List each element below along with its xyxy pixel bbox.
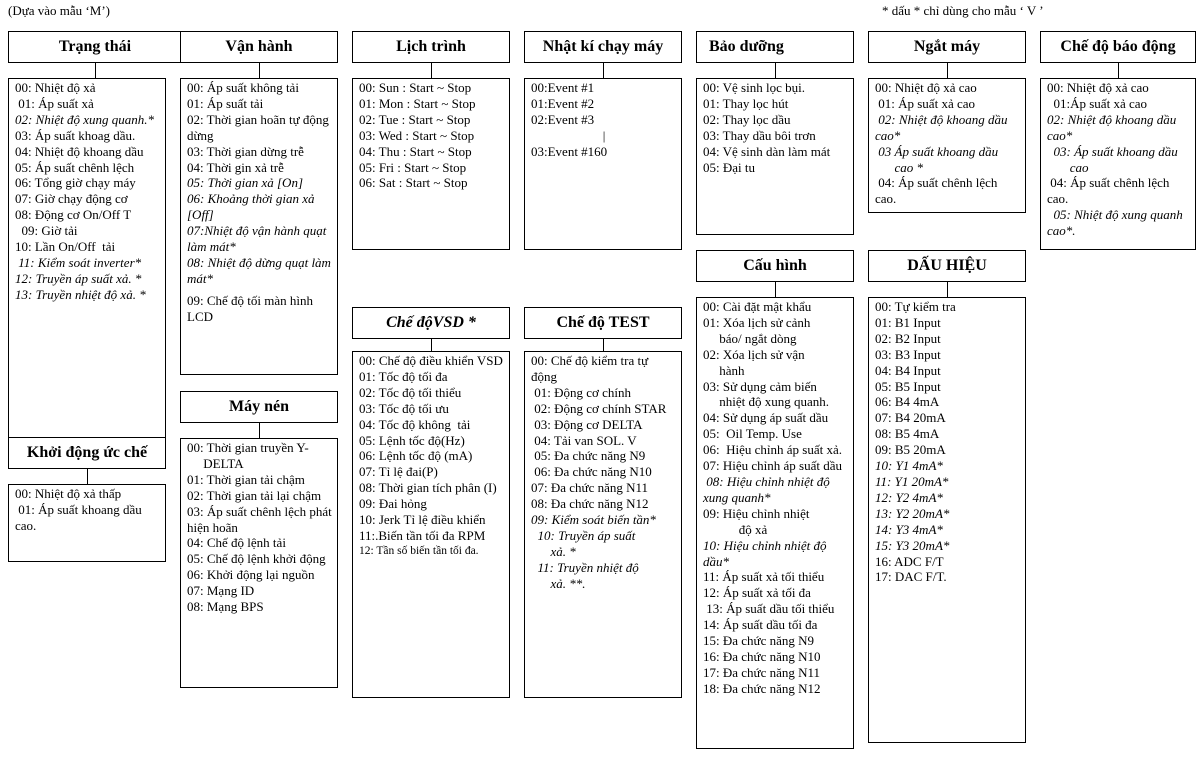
- list-item: 03:Event #160: [531, 143, 608, 159]
- list-item: 02: Thời gian tải lại chậm: [187, 487, 322, 503]
- header-bao-duong: Bảo dưỡng: [696, 31, 854, 63]
- list-item: 14: Y3 4mA*: [875, 521, 943, 537]
- list-item: 00: Sun : Start ~ Stop: [359, 80, 472, 95]
- connector-van-hanh: [259, 63, 260, 78]
- list-item: 00: Nhiệt độ xả cao: [875, 80, 977, 95]
- list-item: 01: Áp suất xả cao: [875, 95, 976, 111]
- list-dau-hieu: [868, 297, 1026, 743]
- list-item: 07:Nhiệt độ vận hành quạt làm mát*: [187, 223, 330, 255]
- list-item: 04: Tải van SOL. V: [531, 432, 637, 448]
- list-item: 02: Tốc độ tối thiểu: [359, 384, 462, 400]
- connector-lich-trinh: [431, 63, 432, 78]
- list-item: 02: B2 Input: [875, 330, 941, 346]
- list-item: 07: Đa chức năng N11: [531, 480, 649, 496]
- list-item: 09: B5 20mA: [875, 442, 946, 458]
- list-item: 02: Nhiệt độ khoang dầu cao*: [875, 111, 1011, 143]
- list-item: 16: ADC F/T: [875, 553, 944, 569]
- list-item: 00: Cài đặt mật khẩu: [703, 299, 812, 314]
- header-van-hanh: Vận hành: [180, 31, 338, 63]
- connector-trang-thai: [95, 63, 96, 78]
- connector-dau-hieu: [947, 282, 948, 297]
- list-item: 02: Tue : Start ~ Stop: [359, 111, 471, 127]
- list-item: 05: Fri : Start ~ Stop: [359, 159, 467, 175]
- list-item: 17: Đa chức năng N11: [703, 664, 821, 680]
- list-item: 02: Xóa lịch sử vận hành: [703, 346, 805, 378]
- list-item: 04: B4 Input: [875, 362, 941, 378]
- list-lich-trinh: [352, 78, 510, 250]
- connector-ngat-may: [947, 63, 948, 78]
- list-item: 01:Event #2: [531, 95, 595, 111]
- list-item: 03: Sử dụng cảm biến nhiệt độ xung quanh.: [703, 378, 830, 410]
- model-note: (Dựa vào mẫu ‘M’): [8, 3, 110, 18]
- list-item: 14: Áp suất dầu tối đa: [703, 617, 818, 633]
- list-item: 02:Event #3: [531, 111, 595, 127]
- header-cau-hinh: Cấu hình: [696, 250, 854, 282]
- list-item: 03 Áp suất khoang dầu cao *: [878, 143, 999, 175]
- list-van-hanh: [180, 78, 338, 375]
- list-item: 04: Áp suất chênh lệch cao.: [1047, 175, 1173, 207]
- list-item: 06: B4 4mA: [875, 394, 940, 410]
- list-item: 03: Áp suất khoag dầu.: [15, 127, 136, 143]
- header-lich-trinh: Lịch trình: [352, 31, 510, 63]
- list-item: 07: Hiệu chỉnh áp suất dầu: [703, 458, 842, 474]
- list-item: 00: Nhiệt độ xả cao: [1047, 80, 1149, 95]
- list-item: 10: Hiệu chỉnh nhiệt độ dầu*: [703, 537, 830, 569]
- header-trang-thai: Trạng thái: [8, 31, 182, 63]
- list-item: 03: Wed : Start ~ Stop: [359, 127, 475, 143]
- list-item: 10: Truyền áp suất xả. *: [537, 527, 636, 559]
- list-item: 05: B5 Input: [875, 378, 941, 394]
- list-item: 04: Áp suất chênh lệch cao.: [875, 175, 1001, 207]
- list-item: 03: Thời gian dừng trễ: [187, 143, 304, 159]
- list-cau-hinh: [696, 297, 854, 749]
- header-khoi-dong-uc-che: Khởi động ức chế: [8, 437, 166, 469]
- list-item: 00: Áp suất không tải: [187, 80, 299, 95]
- list-item: 08: Hiệu chỉnh nhiệt độ xung quanh*: [703, 473, 833, 505]
- list-item: |: [602, 127, 606, 143]
- list-item: 03: Áp suất khoang dầu cao: [1053, 143, 1178, 175]
- list-item: 02: Nhiệt độ xung quanh.*: [15, 111, 155, 127]
- list-item: 08: Động cơ On/Off T: [15, 207, 132, 223]
- list-item: 04: Vệ sinh dàn làm mát: [703, 143, 831, 159]
- list-item: 12: Truyền áp suất xả. *: [15, 270, 142, 286]
- list-item: 05: Chế độ lệnh khởi động: [187, 551, 326, 567]
- list-item: 05: Oil Temp. Use: [703, 426, 802, 442]
- list-ngat-may: [868, 78, 1026, 213]
- list-item: 06: Lệnh tốc độ (mA): [359, 448, 473, 464]
- list-item: 01: Áp suất khoang dầu cao.: [15, 501, 145, 533]
- list-item: 17: DAC F/T.: [875, 569, 947, 585]
- list-item: 11: Truyền nhiệt độ xả. **.: [537, 559, 639, 591]
- header-che-do-bao-dong: Chế độ báo động: [1040, 31, 1196, 63]
- list-item: 00:Event #1: [531, 80, 595, 95]
- list-item: 05: Áp suất chênh lệch: [15, 159, 135, 175]
- list-item: 08: B5 4mA: [875, 426, 940, 442]
- list-nhat-ki-chay-may: [524, 78, 682, 250]
- list-item: 08: Nhiệt độ dừng quạt làm mát*: [187, 254, 335, 286]
- list-item: 05: Đại tu: [703, 159, 755, 175]
- header-ngat-may: Ngắt máy: [868, 31, 1026, 63]
- header-dau-hieu: DẤU HIỆU: [868, 250, 1026, 282]
- connector-cau-hinh: [775, 282, 776, 297]
- list-item: 00: Vệ sinh lọc bụi.: [703, 80, 805, 95]
- list-item: 04: Tốc độ không tải: [359, 416, 471, 432]
- list-item: 12: Áp suất xả tối đa: [703, 585, 811, 601]
- list-item: 00: Nhiệt độ xả: [15, 80, 96, 95]
- list-item: 02: Nhiệt độ khoang dầu cao*: [1047, 111, 1180, 143]
- list-item: 11: Y1 20mA*: [875, 473, 949, 489]
- connector-nhat-ki: [603, 63, 604, 78]
- connector-che-do-test: [603, 339, 604, 351]
- list-item: 00: Tự kiểm tra: [875, 299, 956, 314]
- list-item: 08: Mạng BPS: [187, 599, 264, 615]
- list-item: 06: Sat : Start ~ Stop: [359, 175, 468, 191]
- list-item: 02: Động cơ chính STAR: [531, 400, 667, 416]
- header-nhat-ki-chay-may: Nhật kí chạy máy: [524, 31, 682, 63]
- list-item: 04: Nhiệt độ khoang dầu: [15, 143, 144, 159]
- list-item: 09: Chế độ tối màn hình LCD: [187, 292, 317, 324]
- list-item: 06: Khởi động lại nguồn: [187, 567, 315, 583]
- list-khoi-dong-uc-che: [8, 484, 166, 562]
- header-che-do-test: Chế độ TEST: [524, 307, 682, 339]
- list-item: 04: Sử dụng áp suất dầu: [703, 410, 829, 426]
- list-item: 13: Áp suất dầu tối thiểu: [703, 601, 835, 617]
- list-item: 09: Hiệu chỉnh nhiệt độ xả: [703, 505, 810, 537]
- list-che-do-vsd: [352, 351, 510, 698]
- list-item: 01: Thời gian tải chậm: [187, 471, 305, 487]
- list-item: 00: Chế độ điều khiển VSD: [359, 353, 503, 368]
- list-item: 15: Đa chức năng N9: [703, 633, 815, 649]
- list-trang-thai: [8, 78, 166, 451]
- list-item: 06: Đa chức năng N10: [531, 464, 652, 480]
- list-item: 11: Kiểm soát inverter*: [15, 254, 142, 270]
- list-item: 09: Đai hỏng: [359, 496, 427, 512]
- list-item: 07: B4 20mA: [875, 410, 946, 426]
- list-item: 02: Thay lọc dầu: [703, 111, 791, 127]
- list-item: 03: B3 Input: [875, 346, 941, 362]
- list-item: 05: Nhiệt độ xung quanh cao*.: [1047, 207, 1187, 239]
- list-item: 08: Đa chức năng N12: [531, 496, 649, 512]
- list-item: 03: Tốc độ tối ưu: [359, 400, 449, 416]
- list-item: 01: Mon : Start ~ Stop: [359, 95, 476, 111]
- list-item: 10: Jerk Tỉ lệ điều khiển: [359, 512, 486, 528]
- list-item: 18: Đa chức năng N12: [703, 680, 821, 696]
- list-item: 01: Áp suất xả: [15, 95, 94, 111]
- list-item: 01: Tốc độ tối đa: [359, 368, 448, 384]
- list-item: 12: Tần số biến tần tối đa.: [359, 544, 479, 557]
- list-item: 07: Giờ chạy động cơ: [15, 191, 128, 207]
- list-item: 09: Kiểm soát biến tần*: [531, 512, 656, 528]
- list-item: 08: Thời gian tích phân (I): [359, 480, 497, 496]
- list-item: 09: Giờ tải: [15, 223, 78, 239]
- list-item: 01:Áp suất xả cao: [1047, 95, 1148, 111]
- list-item: 04: Chế độ lệnh tải: [187, 535, 286, 551]
- list-item: 15: Y3 20mA*: [875, 537, 950, 553]
- list-item: 05: Thời gian xả [On]: [187, 175, 303, 191]
- list-item: 12: Y2 4mA*: [875, 489, 943, 505]
- list-bao-duong: [696, 78, 854, 235]
- header-may-nen: Máy nén: [180, 391, 338, 423]
- list-item: 06: Hiệu chỉnh áp suất xả.: [703, 442, 842, 458]
- connector-che-do-bao-dong: [1118, 63, 1119, 78]
- list-may-nen: [180, 438, 338, 688]
- list-item: 11: Áp suất xả tối thiểu: [703, 569, 825, 585]
- list-item: 04: Thu : Start ~ Stop: [359, 143, 472, 159]
- list-item: 03: Động cơ DELTA: [531, 416, 643, 432]
- list-item: 04: Thời gin xả trễ: [187, 159, 284, 175]
- list-item: 13: Truyền nhiệt độ xả. *: [15, 286, 146, 302]
- list-item: 10: Y1 4mA*: [875, 458, 943, 474]
- list-che-do-test: [524, 351, 682, 698]
- list-item: 11:.Biến tần tối đa RPM: [359, 527, 486, 543]
- list-item: 05: Lệnh tốc độ(Hz): [359, 432, 465, 448]
- connector-may-nen: [259, 423, 260, 438]
- list-item: 06: Khoảng thời gian xả [Off]: [187, 191, 318, 223]
- list-item: 00: Chế độ kiểm tra tự động: [531, 353, 652, 384]
- list-item: 06: Tổng giờ chạy máy: [15, 175, 136, 191]
- header-che-do-vsd: Chế độVSD *: [352, 307, 510, 339]
- list-item: 05: Đa chức năng N9: [531, 448, 646, 464]
- list-che-do-bao-dong: [1040, 78, 1196, 250]
- list-item: 01: Xóa lịch sử cảnh báo/ ngắt dòng: [703, 314, 811, 346]
- list-item: 07: Tỉ lệ đai(P): [359, 464, 438, 480]
- list-item: 16: Đa chức năng N10: [703, 648, 821, 664]
- list-item: 00: Nhiệt độ xả thấp: [15, 486, 122, 501]
- list-item: 07: Mạng ID: [187, 583, 255, 599]
- list-item: 13: Y2 20mA*: [875, 505, 950, 521]
- list-item: 02: Thời gian hoãn tự động dừng: [187, 111, 333, 143]
- list-item: 03: Thay dầu bôi trơn: [703, 127, 816, 143]
- list-item: 01: Áp suất tải: [187, 95, 264, 111]
- v-model-footnote: * dấu * chỉ dùng cho mẫu ‘ V ’: [882, 3, 1044, 18]
- connector-bao-duong: [775, 63, 776, 78]
- list-item: 01: Động cơ chính: [531, 384, 632, 400]
- list-item: 03: Áp suất chênh lệch phát hiện hoãn: [187, 503, 336, 535]
- list-item: 10: Lần On/Off tải: [15, 239, 116, 255]
- list-item: 00: Thời gian truyền Y- DELTA: [187, 440, 309, 471]
- list-item: 01: B1 Input: [875, 314, 941, 330]
- list-item: 01: Thay lọc hút: [703, 95, 789, 111]
- connector-che-do-vsd: [431, 339, 432, 351]
- connector-khoi-dong-uc-che: [87, 469, 88, 484]
